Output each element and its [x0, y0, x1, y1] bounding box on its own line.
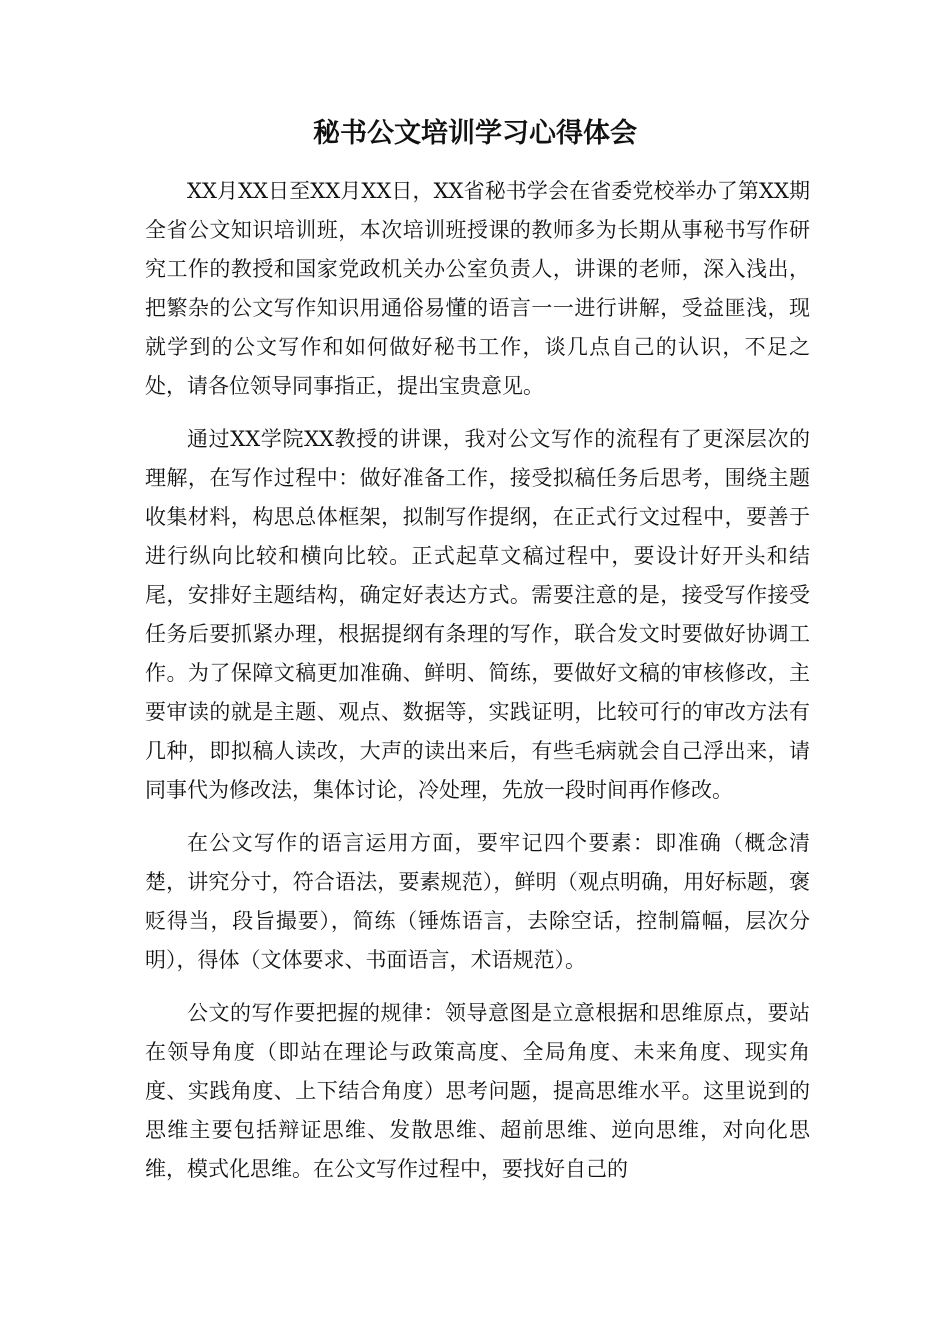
- paragraph-2: 通过XX学院XX教授的讲课，我对公文写作的流程有了更深层次的理解，在写作过程中：做好准备工作，接受拟稿任务后思考，围绕主题收集材料，构思总体框架，拟制写作提纲，在正式行文过程中，要善于进行纵向比较和横向比较。正式起草文稿过程中，要设计好开头和结尾，安排好主题结构，确定好表达方式。需要注意的是，接受写作接受任务后要抓紧办理，根据提纲有条理的写作，联合发文时要做好协调工作。为了保障文稿更加准确、鲜明、简练，要做好文稿的审核修改，主要审读的就是主题、观点、数据等，实践证明，比较可行的审改方法有几种，即拟稿人读改，大声的读出来后，有些毛病就会自己浮出来，请同事代为修改法，集体讨论，冷处理，先放一段时间再作修改。: [145, 427, 810, 802]
- paragraph-1: XX月XX日至XX月XX日，XX省秘书学会在省委党校举办了第XX期全省公文知识培训班，本次培训班授课的教师多为长期从事秘书写作研究工作的教授和国家党政机关办公室负责人，讲课的老师，深入浅出，把繁杂的公文写作知识用通俗易懂的语言一一进行讲解，受益匪浅，现就学到的公文写作和如何做好秘书工作，谈几点自己的认识，不足之处，请各位领导同事指正，提出宝贵意见。: [145, 179, 810, 398]
- paragraph-3: 在公文写作的语言运用方面，要牢记四个要素：即准确（概念清楚，讲究分寸，符合语法，要素规范），鲜明（观点明确，用好标题，褒贬得当，段旨撮要），简练（锤炼语言，去除空话，控制篇幅，层次分明），得体（文体要求、书面语言，术语规范）。: [145, 831, 810, 972]
- document-title: 秘书公文培训学习心得体会: [313, 118, 637, 149]
- document-body: [145, 172, 810, 1203]
- paragraph-4: 公文的写作要把握的规律：领导意图是立意根据和思维原点，要站在领导角度（即站在理论与政策高度、全局角度、未来角度、现实角度、实践角度、上下结合角度）思考问题，提高思维水平。这里说到的思维主要包括辩证思维、发散思维、超前思维、逆向思维，对向化思维，模式化思维。在公文写作过程中，要找好自己的: [145, 1001, 810, 1181]
